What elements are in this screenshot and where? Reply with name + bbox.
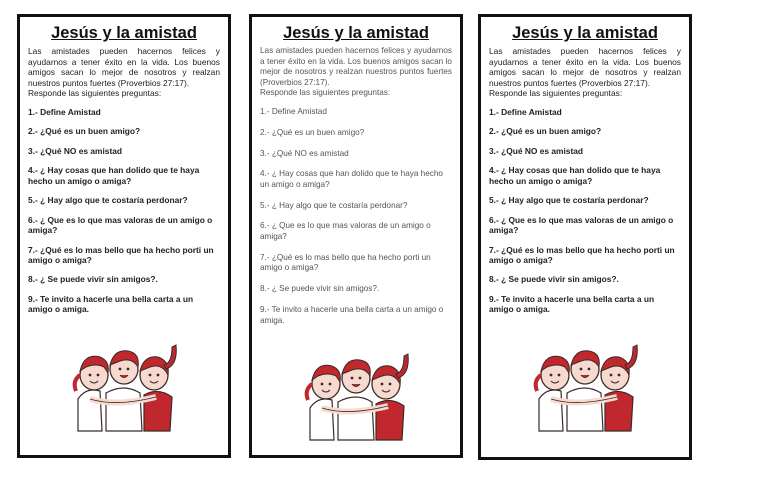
question-4: 4.- ¿ Hay cosas que han dolido que te haya hecho un amigo o amiga? bbox=[28, 165, 200, 186]
question-9: 9.- Te invito a hacerle una bella carta a un amigo o amiga. bbox=[28, 293, 194, 315]
worksheet-card-3 bbox=[478, 14, 692, 460]
question-7: 7.- ¿Qué es lo mas bello que ha hecho porti un amigo o amiga? bbox=[28, 244, 214, 266]
question-8: 8.- ¿ Se puede vivir sin amigos?. bbox=[489, 274, 619, 285]
question-6: 6.- ¿ Que es lo que mas valoras de un amigo o amiga? bbox=[28, 214, 213, 236]
question-3: 3.- ¿Qué NO es amistad bbox=[260, 148, 349, 158]
question-8: 8.- ¿ Se puede vivir sin amigos?. bbox=[260, 284, 380, 294]
question-1: 1.- Define Amistad bbox=[260, 106, 327, 116]
worksheet-card-1 bbox=[17, 14, 231, 458]
question-4: 4.- ¿ Hay cosas que han dolido que te haya hecho un amigo o amiga? bbox=[489, 165, 661, 186]
card-prompt: Responde las siguientes preguntas: bbox=[260, 88, 391, 98]
card-prompt: Responde las siguientes preguntas: bbox=[28, 88, 162, 99]
question-1: 1.- Define Amistad bbox=[489, 106, 562, 117]
card-intro: Las amistades pueden hacernos felices y ayudarnos a tener éxito en la vida. Los buenos amigos sacan lo mejor de nosotros y realzan nuestros puntos fuertes (Proverbios 27:17). bbox=[489, 46, 681, 88]
question-1: 1.- Define Amistad bbox=[28, 106, 101, 117]
question-3: 3.- ¿Qué NO es amistad bbox=[489, 145, 584, 156]
question-6: 6.- ¿ Que es lo que mas valoras de un amigo o amiga? bbox=[260, 221, 431, 242]
question-8: 8.- ¿ Se puede vivir sin amigos?. bbox=[28, 274, 158, 285]
friends-hug-illustration-icon bbox=[298, 344, 414, 444]
card-intro: Las amistades pueden hacernos felices y ayudarnos a tener éxito en la vida. Los buenos amigos sacan lo mejor de nosotros y realzan nuestros puntos fuertes (Proverbios 27:17). bbox=[260, 46, 452, 87]
question-7: 7.- ¿Qué es lo mas bello que ha hecho porti un amigo o amiga? bbox=[260, 252, 431, 273]
question-5: 5.- ¿ Hay algo que te costaría perdonar? bbox=[489, 195, 649, 206]
card-title: Jesús y la amistad bbox=[512, 24, 658, 42]
question-5: 5.- ¿ Hay algo que te costaría perdonar? bbox=[260, 200, 408, 210]
question-6: 6.- ¿ Que es lo que mas valoras de un amigo o amiga? bbox=[489, 214, 674, 236]
card-prompt: Responde las siguientes preguntas: bbox=[489, 88, 623, 99]
question-9: 9.- Te invito a hacerle una bella carta a un amigo o amiga. bbox=[489, 293, 655, 315]
illustration-group bbox=[75, 345, 177, 431]
question-5: 5.- ¿ Hay algo que te costaría perdonar? bbox=[28, 195, 188, 206]
friends-hug-illustration-icon bbox=[66, 335, 182, 435]
question-3: 3.- ¿Qué NO es amistad bbox=[28, 145, 123, 156]
question-7: 7.- ¿Qué es lo mas bello que ha hecho porti un amigo o amiga? bbox=[489, 244, 675, 266]
question-2: 2.- ¿Qué es un buen amigo? bbox=[28, 126, 141, 137]
worksheet-card-2 bbox=[249, 14, 463, 458]
friends-hug-illustration-icon bbox=[527, 335, 643, 435]
question-4: 4.- ¿ Hay cosas que han dolido que te haya hecho un amigo o amiga? bbox=[260, 169, 443, 189]
question-2: 2.- ¿Qué es un buen amigo? bbox=[260, 127, 365, 137]
card-title: Jesús y la amistad bbox=[51, 24, 197, 42]
question-2: 2.- ¿Qué es un buen amigo? bbox=[489, 126, 602, 137]
card-title: Jesús y la amistad bbox=[283, 24, 429, 42]
card-intro: Las amistades pueden hacernos felices y ayudarnos a tener éxito en la vida. Los buenos amigos sacan lo mejor de nosotros y realzan nuestros puntos fuertes (Proverbios 27:17). bbox=[28, 46, 220, 88]
question-9: 9.- Te invito a hacerle una bella carta a un amigo o amiga. bbox=[260, 305, 444, 325]
